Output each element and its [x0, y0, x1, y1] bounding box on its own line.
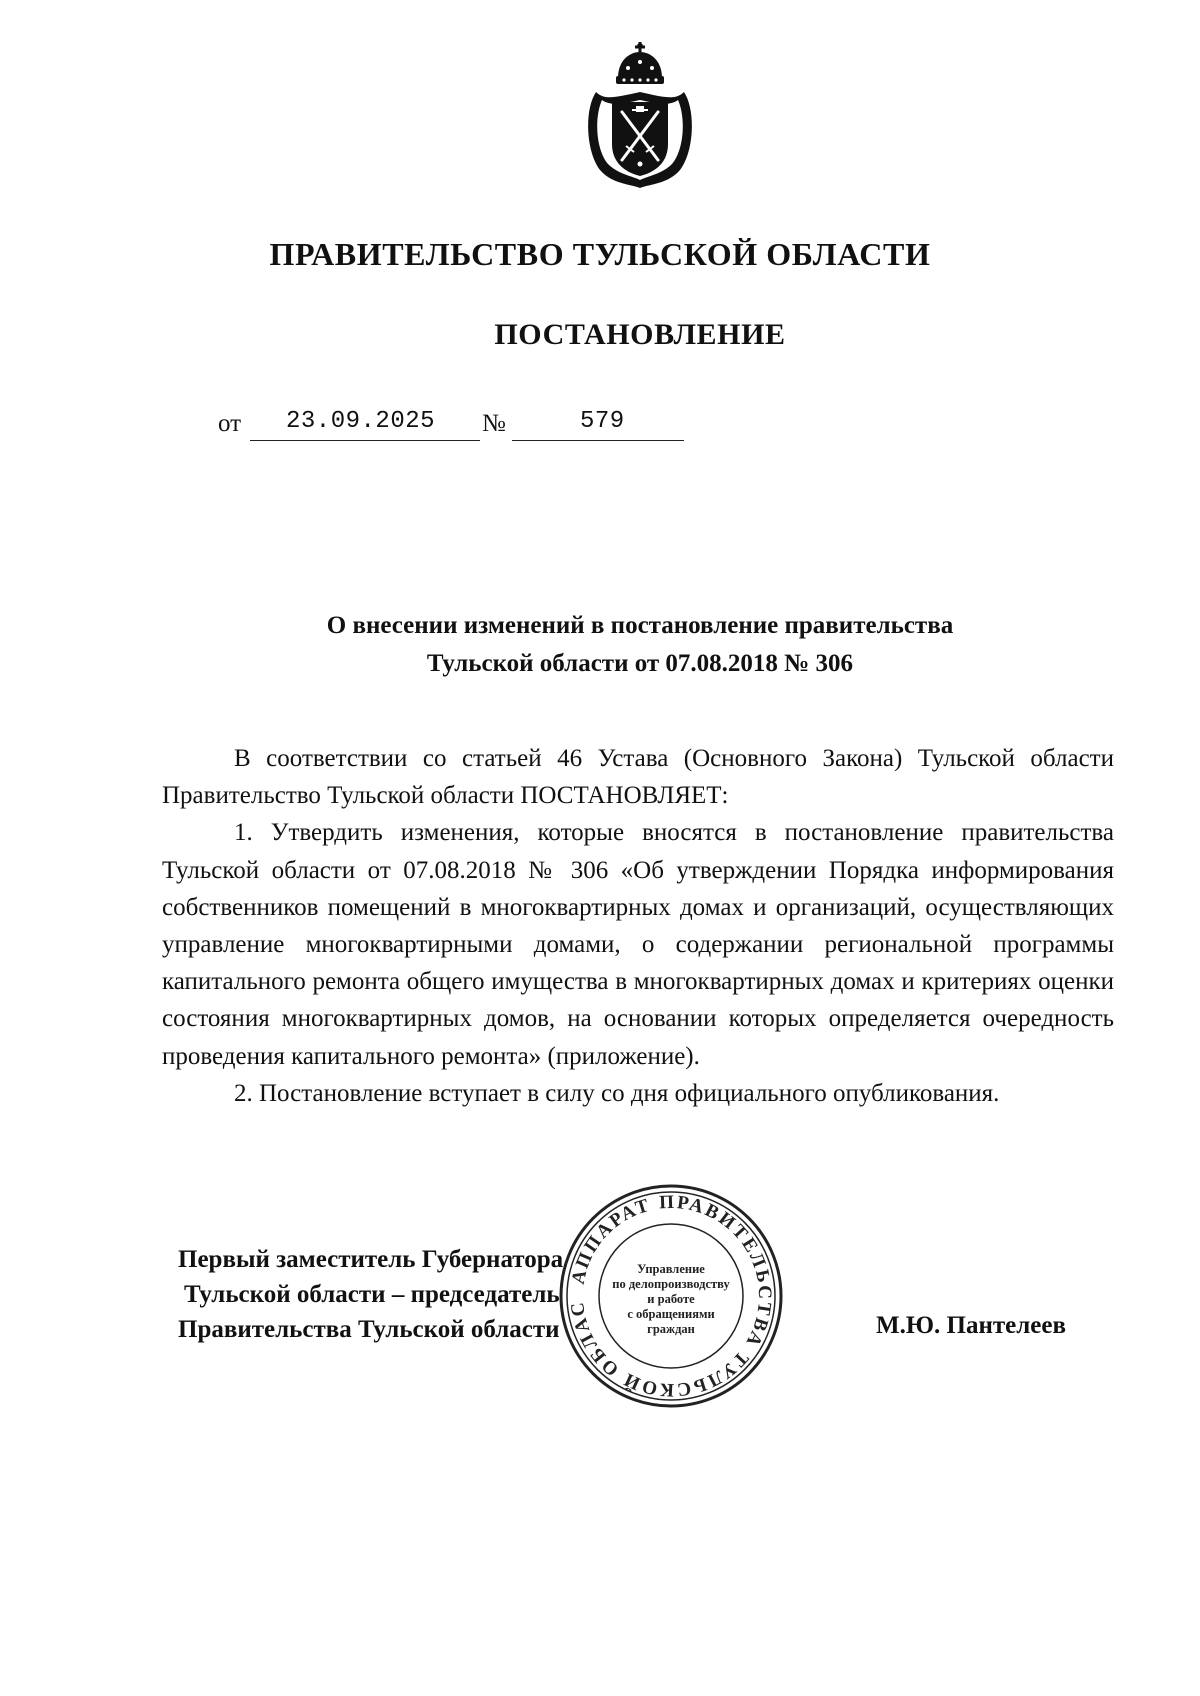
- official-stamp: [556, 1180, 786, 1412]
- title-line-2: Тульской области от 07.08.2018 № 306: [426, 650, 854, 677]
- stamp-center-line-3: и работе: [647, 1292, 695, 1306]
- document-date: 23.09.2025: [286, 408, 436, 435]
- signer-position: [178, 1242, 563, 1347]
- signer-name: М.Ю. Пантелеев: [876, 1312, 1066, 1339]
- date-underline: [250, 440, 480, 441]
- stamp-center-text: [610, 1262, 732, 1337]
- body-intro: В соответствии со статьей 46 Устава (Основного Закона) Тульской области Правительство Тульской области ПОСТАНОВЛЯЕТ:: [162, 745, 1114, 810]
- signer-position-line-1: Первый заместитель Губернатора: [178, 1246, 564, 1273]
- title-line-1: О внесении изменений в постановление правительства: [326, 612, 954, 639]
- organization-name: ПРАВИТЕЛЬСТВО ТУЛЬСКОЙ ОБЛАСТИ: [269, 236, 931, 272]
- document-type: ПОСТАНОВЛЕНИЕ: [494, 318, 786, 351]
- stamp-center-line-5: граждан: [647, 1322, 695, 1336]
- document-number: 579: [580, 408, 625, 435]
- number-prefix: №: [482, 410, 506, 437]
- signer-position-line-2: Тульской области – председатель: [184, 1281, 560, 1308]
- body-item-1: 1. Утвердить изменения, которые вносятся в постановление правительства Тульской области от 07.08.2018 № 306 «Об утверждении Порядка информирования собственников помещений в многоквартирных домах и организаций, осуществляющих управление многоквартирными домами, о содержании региональной программы капитального ремонта общего имущества в многоквартирных домах и критериях оценки состояния многоквартирных домов, на основании которых определяется очередность проведения капитального ремонта» (приложение).: [162, 819, 1114, 1070]
- stamp-center-line-2: по делопроизводству: [612, 1277, 730, 1291]
- signer-position-line-3: Правительства Тульской области: [178, 1316, 560, 1343]
- tula-coat-of-arms-icon: [578, 40, 702, 190]
- stamp-center-line-4: с обращениями: [627, 1307, 715, 1321]
- stamp-center-line-1: Управление: [637, 1262, 705, 1276]
- number-underline: [512, 440, 684, 441]
- document-title: [160, 607, 1120, 683]
- stamp-ring-text: АППАРАТ ПРАВИТЕЛЬСТВА ТУЛЬСКОЙ ОБЛАС: [566, 1191, 776, 1401]
- body-item-2: 2. Постановление вступает в силу со дня официального опубликования.: [234, 1079, 1000, 1107]
- document-body: [162, 740, 1114, 1112]
- date-prefix: от: [218, 410, 242, 437]
